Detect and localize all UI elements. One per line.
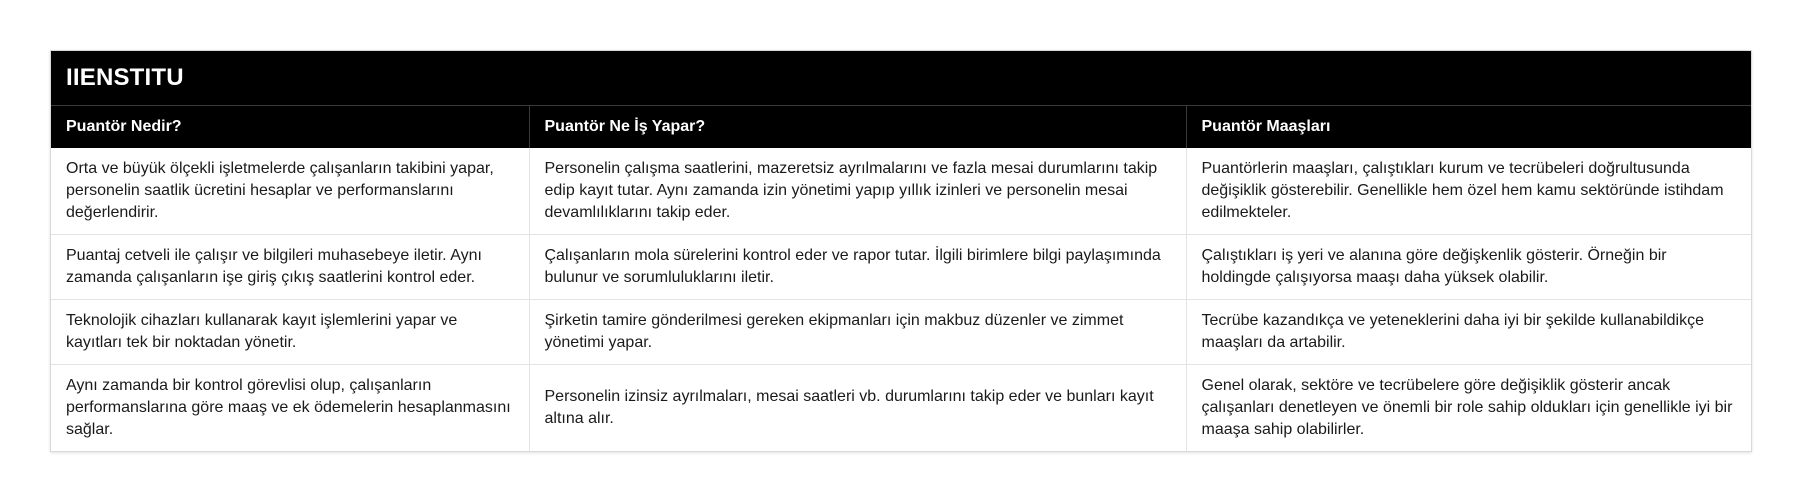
table-cell: Orta ve büyük ölçekli işletmelerde çalışanların takibini yapar, personelin saatlik ücretini hesaplar ve performanslarını değerlendirir. bbox=[51, 148, 529, 235]
table-cell: Teknolojik cihazları kullanarak kayıt işlemlerini yapar ve kayıtları tek bir noktadan yönetir. bbox=[51, 300, 529, 365]
table-row bbox=[51, 365, 1751, 452]
table-cell: Çalıştıkları iş yeri ve alanına göre değişkenlik gösterir. Örneğin bir holdingde çalışıyorsa maaşı daha yüksek olabilir. bbox=[1186, 235, 1751, 300]
table-cell: Aynı zamanda bir kontrol görevlisi olup, çalışanların performanslarına göre maaş ve ek ödemelerin hesaplanmasını sağlar. bbox=[51, 365, 529, 452]
table-cell: Çalışanların mola sürelerini kontrol eder ve rapor tutar. İlgili birimlere bilgi paylaşımında bulunur ve sorumluluklarını iletir. bbox=[529, 235, 1186, 300]
content-table-card bbox=[50, 50, 1752, 452]
table-row bbox=[51, 300, 1751, 365]
info-table bbox=[51, 105, 1751, 451]
column-header-salaries: Puantör Maaşları bbox=[1186, 106, 1751, 149]
table-row bbox=[51, 148, 1751, 235]
table-header bbox=[51, 106, 1751, 149]
table-cell: Şirketin tamire gönderilmesi gereken ekipmanları için makbuz düzenler ve zimmet yönetimi yapar. bbox=[529, 300, 1186, 365]
table-cell: Tecrübe kazandıkça ve yeteneklerini daha iyi bir şekilde kullanabildikçe maaşları da artabilir. bbox=[1186, 300, 1751, 365]
table-cell: Genel olarak, sektöre ve tecrübelere göre değişiklik gösterir ancak çalışanları denetleyen ve önemli bir role sahip oldukları için genellikle iyi bir maaşa sahip olabilirler. bbox=[1201, 377, 1733, 438]
column-header-what-is: Puantör Nedir? bbox=[51, 106, 529, 149]
table-cell: Puantaj cetveli ile çalışır ve bilgileri muhasebeye iletir. Aynı zamanda çalışanların işe giriş çıkış saatlerini kontrol eder. bbox=[51, 235, 529, 300]
table-cell: Personelin izinsiz ayrılmaları, mesai saatleri vb. durumlarını takip eder ve bunları kayıt altına alır. bbox=[529, 365, 1186, 452]
table-cell: Puantörlerin maaşları, çalıştıkları kurum ve tecrübeleri doğrultusunda değişiklik gösterebilir. Genellikle hem özel hem kamu sektöründe istihdam edilmekteler. bbox=[1186, 148, 1751, 235]
table-body bbox=[51, 148, 1751, 451]
table-cell: Personelin çalışma saatlerini, mazeretsiz ayrılmalarını ve fazla mesai durumlarını takip edip kayıt tutar. Aynı zamanda izin yönetimi yapıp yıllık izinleri ve personelin mesai devamlılıklarını takip eder. bbox=[529, 148, 1186, 235]
column-header-what-does: Puantör Ne İş Yapar? bbox=[529, 106, 1186, 149]
header-row bbox=[51, 106, 1751, 149]
table-row bbox=[51, 235, 1751, 300]
brand-title: IIENSTITU bbox=[51, 51, 1751, 105]
